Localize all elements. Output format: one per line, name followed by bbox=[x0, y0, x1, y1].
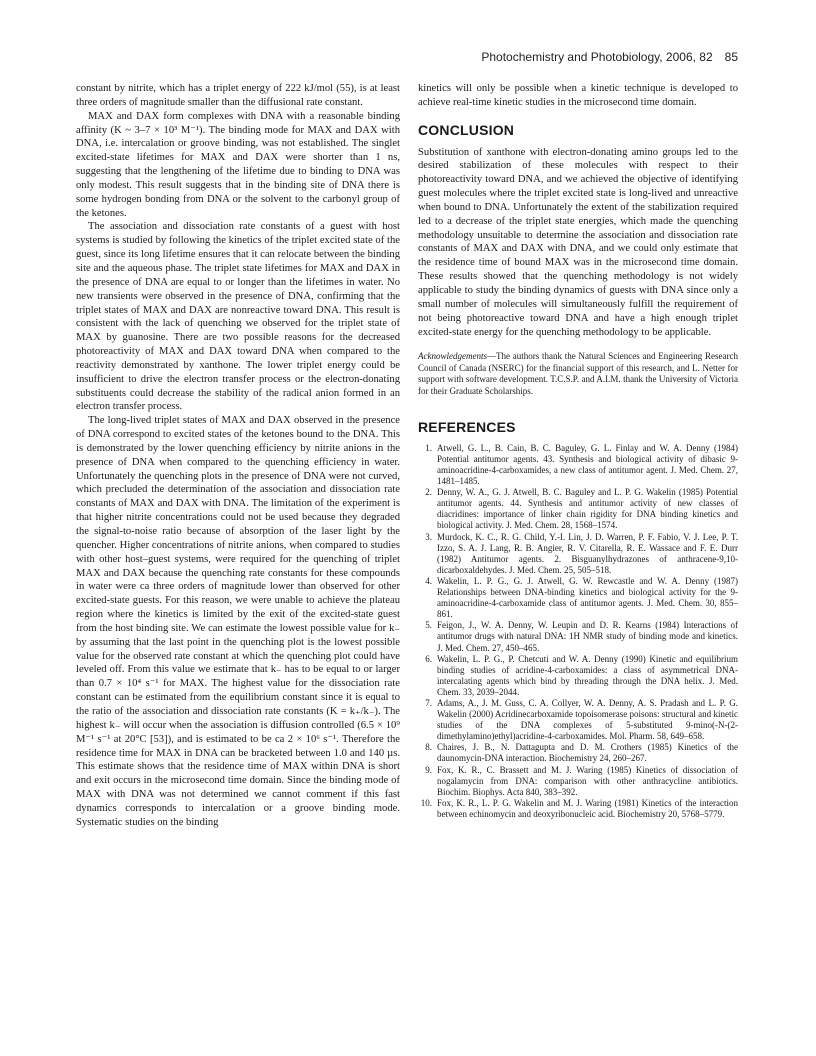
reference-item bbox=[418, 620, 738, 653]
reference-item bbox=[418, 487, 738, 531]
acknowledgements-lead: Acknowledgements bbox=[418, 351, 487, 362]
reference-text: Wakelin, L. P. G., G. J. Atwell, G. W. Rewcastle and W. A. Denny (1987) Relationships between DNA-binding kinetics and biological activity for the 9-aminoacridine-4-carboxamide class of antitumor agents. J. Med. Chem. 30, 855–861. bbox=[437, 575, 738, 620]
body-paragraph: The association and dissociation rate constants of a guest with host systems is studied by following the kinetics of the triplet excited state of the guest, since its long lifetime ensures that it can relocate between the binding site and the aqueous phase. The triplet state lifetimes for MAX and DAX in the presence of DNA are equal to or longer than the lifetimes in water. No new transients were observed in the presence of DNA, confirming that the triplet states of MAX and DAX are nonreactive toward DNA. This result is consistent with the lack of quenching we observed for the triplet state of MAX by guanosine. There are two possible reasons for the decreased photoreactivity of MAX and DAX toward DNA when compared to the reactivity demonstrated by xanthone. The lower triplet energy could be insufficient to drive the electron transfer process or the electron-donating substituents could decrease the stability of the radical anion formed in an electron transfer process. bbox=[76, 221, 400, 413]
section-heading-conclusion: CONCLUSION bbox=[418, 121, 515, 138]
conclusion-paragraph: Substitution of xanthone with electron-donating amino groups led to the desired stabilization of these molecules with respect to their photoreactivity toward DNA, and we achieved the objective of identifying guest molecules where the triplet excited state is long-lived and unreactive when bound to DNA. Unfortunately the extent of the stabilization required led to a decrease of the triplet state energies, which made the quenching methodology unsuitable to determine the association and dissociation rate constants of MAX and DAX with DNA, and we could only estimate that the residence time of bound MAX was in the microsecond time domain. These results showed that the quenching methodology is not widely applicable to study the binding dynamics of guests with DNA since only a small number of molecules will simultaneously fulfill the requirement of not being photoreactive toward DNA and have a high enough triplet excited-state energy for the quenching methodology to be applicable. bbox=[418, 146, 738, 338]
body-paragraph: kinetics will only be possible when a kinetic technique is developed to achieve real-time kinetic studies in the microsecond time domain. bbox=[418, 83, 738, 108]
reference-text: Adams, A., J. M. Guss, C. A. Collyer, W. A. Denny, A. S. Pradash and L. P. G. Wakelin (2000) Acridinecarboxamide topoisomerase poisons: structural and kinetic studies of the DNA complexes of 5-substituted 9-mino(-N-(2-dimethylamino)ethyl)acridine-4-carboxamides. Mol. Pharm. 58, 649–658. bbox=[437, 697, 738, 742]
reference-item bbox=[418, 576, 738, 620]
body-paragraph: constant by nitrite, which has a triplet energy of 222 kJ/mol (55), is at least three orders of magnitude smaller than the diffusional rate constant. bbox=[76, 83, 400, 108]
left-column bbox=[76, 82, 400, 830]
body-paragraph: MAX and DAX form complexes with DNA with a reasonable binding affinity (K ~ 3–7 × 10³ M⁻¹). The binding mode for MAX and DAX with DNA, i.e. intercalation or groove binding, was not established. The singlet excited-state lifetimes for MAX and DAX were shorter than 1 ns, suggesting that the lengthening of the lifetime due to binding to DNA was only modest. This result suggests that in the binding site of DNA there is some hydrogen bonding from DNA or the solvent to the carbonyl group of the ketones. bbox=[76, 110, 400, 219]
reference-text: Fox, K. R., C. Brassett and M. J. Waring (1985) Kinetics of dissociation of nogalamycin from DNA: comparison with other anthracycline antibiotics. Biochim. Biophys. Acta 840, 383–392. bbox=[437, 764, 738, 797]
page-number: 85 bbox=[724, 50, 738, 64]
reference-item bbox=[418, 798, 738, 820]
reference-text: Murdock, K. C., R. G. Child, Y.-I. Lin, J. D. Warren, P. F. Fabio, V. J. Lee, P. T. Izzo, S. A. J. Lang, R. B. Angier, R. V. Citarella, R. E. Wassace and F. E. Durr (1982) Antitumor agents. 2. Bisguanylhydrazones of anthracene-9,10-dicarboxaldehydes. J. Med. Chem. 25, 505–518. bbox=[437, 531, 738, 575]
reference-text: Fox, K. R., L. P. G. Wakelin and M. J. Waring (1981) Kinetics of the interaction between echinomycin and deoxyribonucleic acid. Biochemistry 20, 5768–5779. bbox=[437, 797, 738, 819]
section-heading-references: REFERENCES bbox=[418, 418, 516, 435]
reference-text: Denny, W. A., G. J. Atwell, B. C. Baguley and L. P. G. Wakelin (1985) Potential antitumor agents. 44. Synthesis and antitumor activity of new classes of diacridines: importance of linker chain rigidity for DNA binding kinetics and biological activity. J. Med. Chem. 28, 1568–1574. bbox=[437, 487, 738, 531]
reference-text: Chaires, J. B., N. Dattagupta and D. M. Crothers (1985) Kinetics of the daunomycin-DNA interaction. Biochemistry 24, 260–267. bbox=[437, 742, 738, 764]
body-paragraph: The long-lived triplet states of MAX and DAX observed in the presence of DNA correspond to excited states of the ketones bound to the DNA. This is demonstrated by the lower quenching efficiency by nitrite anions in the presence of DNA when compared to the quenching efficiency in water. Unfortunately the quenching plots in the presence of DNA were not curved, which precluded the determination of the association and dissociation rate constants of MAX and DAX with DNA. The limitation of the experiment is that higher nitrite concentrations could not be used because they degraded the signal-to-noise ratio because of absorption of the laser light by the quencher. Higher concentrations of nitrite anions, when compared to studies with other host–guest systems, were required for the quenching of triplet MAX and DAX because the quenching rate constants for these compounds in water were ca three orders of magnitude lower than observed for other excited-state guests. For this reason, we were unable to achieve the plateau region where the kinetics is limited by the exit of the excited-state guest from the host binding site. We can estimate the lowest possible value for k₋ by assuming that the last point in the quenching plot is the lowest possible value for the observed rate constant at which the quenching plot could have leveled off. From this value we estimate that k₋ has to be equal to or larger than 0.7 × 10⁴ s⁻¹ for MAX. The highest value for the dissociation rate constant can be estimated from the equilibrium constant since it is equal to the ratio of the association and dissociation rate constants (K = k₊/k₋). The highest k₋ will occur when the association is diffusion controlled (6.5 × 10⁹ M⁻¹ s⁻¹ at 20°C [53]), and is estimated to be ca 2 × 10⁶ s⁻¹. Therefore the residence time for MAX in DNA can be bracketed between 1.0 and 140 µs. This estimate shows that the residence time of MAX within DNA is short and exit occurs in the microsecond time domain. Since the binding mode of MAX with DNA was not determined we cannot comment if this fast dynamics corresponds to intercalation or a groove binding mode. Systematic studies on the binding bbox=[76, 415, 400, 828]
journal-citation: Photochemistry and Photobiology, 2006, 82 bbox=[481, 50, 713, 64]
reference-list bbox=[418, 443, 738, 820]
reference-item bbox=[418, 654, 738, 698]
reference-number: 8. bbox=[425, 742, 432, 753]
reference-number: 7. bbox=[425, 697, 432, 708]
acknowledgements bbox=[418, 351, 738, 397]
reference-number: 2. bbox=[425, 487, 432, 498]
reference-text: Wakelin, L. P. G., P. Chetcuti and W. A. Denny (1990) Kinetic and equilibrium binding studies of acridine-4-carboxamides: a class of asymmetrical DNA-intercalating agents which bind by threading through the DNA helix. J. Med. Chem. 33, 2039–2044. bbox=[437, 653, 738, 697]
right-column bbox=[418, 82, 738, 820]
reference-number: 1. bbox=[425, 442, 432, 453]
acknowledgements-text: —The authors thank the Natural Sciences and Engineering Research Council of Canada (NSERC) for the financial support of this research, and L. Netter for support with software development. T.C.S.P. and A.I.M. thank the University of Victoria for their Graduate Scholarships. bbox=[418, 351, 738, 396]
reference-item bbox=[418, 532, 738, 576]
reference-text: Atwell, G. L., B. Cain, B. C. Baguley, G. L. Finlay and W. A. Denny (1984) Potential antitumor agents. 43. Synthesis and biological activity of dibasic 9-aminoacridine-4-carboxamides, a new class of antitumor agent. J. Med. Chem. 27, 1481–1485. bbox=[437, 442, 738, 487]
reference-number: 3. bbox=[425, 531, 432, 542]
reference-item bbox=[418, 443, 738, 487]
reference-number: 9. bbox=[425, 764, 432, 775]
reference-number: 6. bbox=[425, 653, 432, 664]
reference-item bbox=[418, 698, 738, 742]
reference-item bbox=[418, 742, 738, 764]
reference-item bbox=[418, 765, 738, 798]
reference-number: 4. bbox=[425, 575, 432, 586]
reference-number: 10. bbox=[420, 797, 432, 808]
running-header bbox=[481, 50, 738, 64]
reference-text: Feigon, J., W. A. Denny, W. Leupin and D. R. Kearns (1984) Interactions of antitumor drugs with natural DNA: 1H NMR study of binding mode and kinetics. J. Med. Chem. 27, 450–465. bbox=[437, 620, 738, 653]
reference-number: 5. bbox=[425, 620, 432, 631]
